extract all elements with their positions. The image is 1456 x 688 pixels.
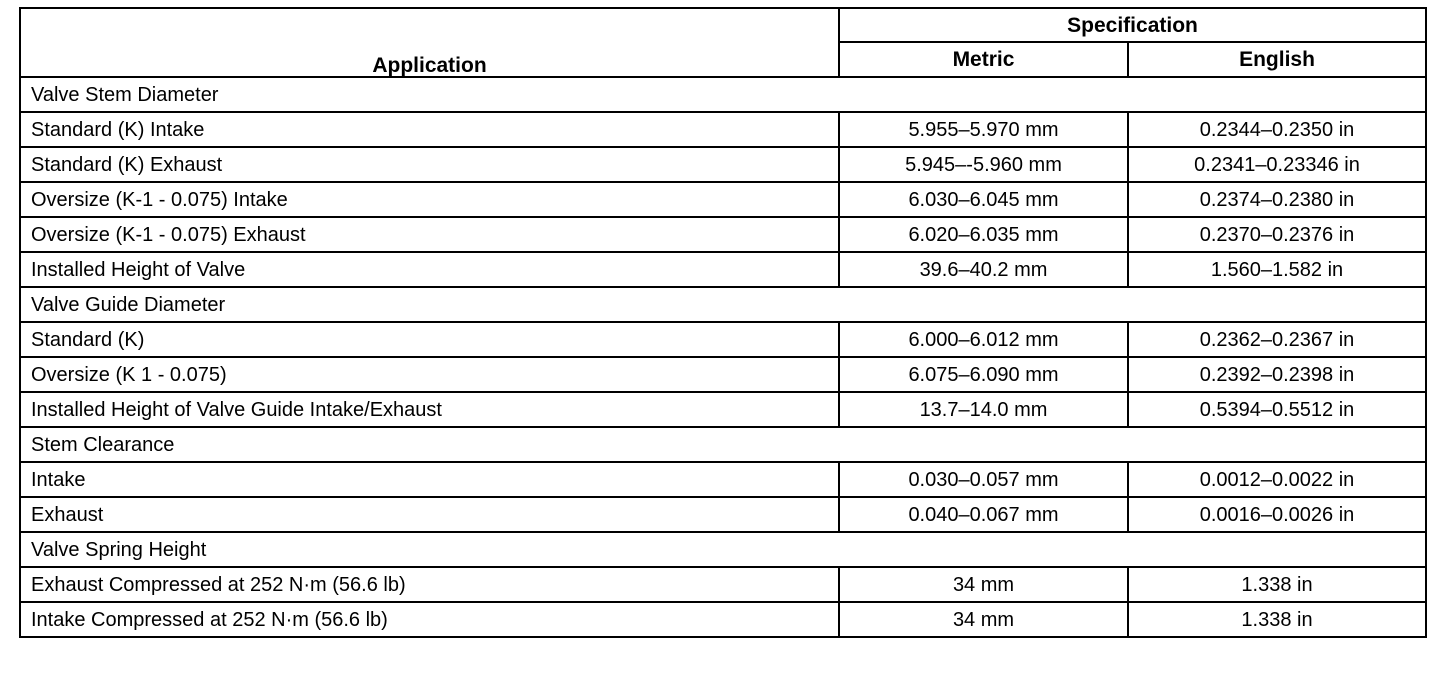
- metric-cell: 39.6–40.2 mm: [839, 252, 1128, 287]
- metric-cell: 5.945–-5.960 mm: [839, 147, 1128, 182]
- english-cell: 0.2370–0.2376 in: [1128, 217, 1426, 252]
- table-group-row: [20, 77, 1426, 112]
- application-cell: Installed Height of Valve: [20, 252, 839, 287]
- table-header: [20, 8, 1426, 77]
- spec-table: [19, 7, 1427, 638]
- table-row: [20, 357, 1426, 392]
- column-header-english: English: [1128, 42, 1426, 77]
- english-cell: 1.560–1.582 in: [1128, 252, 1426, 287]
- header-row-top: [20, 8, 1426, 42]
- table-row: [20, 462, 1426, 497]
- table-row: [20, 112, 1426, 147]
- english-cell: 0.0016–0.0026 in: [1128, 497, 1426, 532]
- application-cell: Oversize (K-1 - 0.075) Exhaust: [20, 217, 839, 252]
- metric-cell: 6.000–6.012 mm: [839, 322, 1128, 357]
- table-row: [20, 217, 1426, 252]
- application-cell: Exhaust: [20, 497, 839, 532]
- table-row: [20, 392, 1426, 427]
- metric-cell: 6.030–6.045 mm: [839, 182, 1128, 217]
- english-cell: 0.5394–0.5512 in: [1128, 392, 1426, 427]
- table-group-row: [20, 287, 1426, 322]
- table-row: [20, 497, 1426, 532]
- table-row: [20, 567, 1426, 602]
- metric-cell: 0.030–0.057 mm: [839, 462, 1128, 497]
- application-cell: Standard (K) Exhaust: [20, 147, 839, 182]
- metric-cell: 13.7–14.0 mm: [839, 392, 1128, 427]
- column-header-application: Application: [20, 8, 839, 77]
- english-cell: 1.338 in: [1128, 602, 1426, 637]
- metric-cell: 0.040–0.067 mm: [839, 497, 1128, 532]
- table-row: [20, 147, 1426, 182]
- application-cell: Intake: [20, 462, 839, 497]
- english-cell: 0.0012–0.0022 in: [1128, 462, 1426, 497]
- application-cell: Standard (K): [20, 322, 839, 357]
- table-row: [20, 252, 1426, 287]
- group-label: Valve Spring Height: [20, 532, 1426, 567]
- metric-cell: 5.955–5.970 mm: [839, 112, 1128, 147]
- metric-cell: 6.075–6.090 mm: [839, 357, 1128, 392]
- application-cell: Oversize (K-1 - 0.075) Intake: [20, 182, 839, 217]
- table-row: [20, 322, 1426, 357]
- group-label: Valve Stem Diameter: [20, 77, 1426, 112]
- english-cell: 0.2392–0.2398 in: [1128, 357, 1426, 392]
- column-header-metric: Metric: [839, 42, 1128, 77]
- table-row: [20, 182, 1426, 217]
- group-label: Valve Guide Diameter: [20, 287, 1426, 322]
- application-cell: Standard (K) Intake: [20, 112, 839, 147]
- english-cell: 0.2374–0.2380 in: [1128, 182, 1426, 217]
- english-cell: 0.2344–0.2350 in: [1128, 112, 1426, 147]
- english-cell: 0.2341–0.23346 in: [1128, 147, 1426, 182]
- english-cell: 1.338 in: [1128, 567, 1426, 602]
- metric-cell: 6.020–6.035 mm: [839, 217, 1128, 252]
- table-group-row: [20, 532, 1426, 567]
- application-cell: Exhaust Compressed at 252 N·m (56.6 lb): [20, 567, 839, 602]
- metric-cell: 34 mm: [839, 567, 1128, 602]
- english-cell: 0.2362–0.2367 in: [1128, 322, 1426, 357]
- table-body: [20, 77, 1426, 637]
- group-label: Stem Clearance: [20, 427, 1426, 462]
- column-group-header-specification: Specification: [839, 8, 1426, 42]
- table-row: [20, 602, 1426, 637]
- table-group-row: [20, 427, 1426, 462]
- application-cell: Intake Compressed at 252 N·m (56.6 lb): [20, 602, 839, 637]
- metric-cell: 34 mm: [839, 602, 1128, 637]
- application-cell: Oversize (K 1 - 0.075): [20, 357, 839, 392]
- application-cell: Installed Height of Valve Guide Intake/Exhaust: [20, 392, 839, 427]
